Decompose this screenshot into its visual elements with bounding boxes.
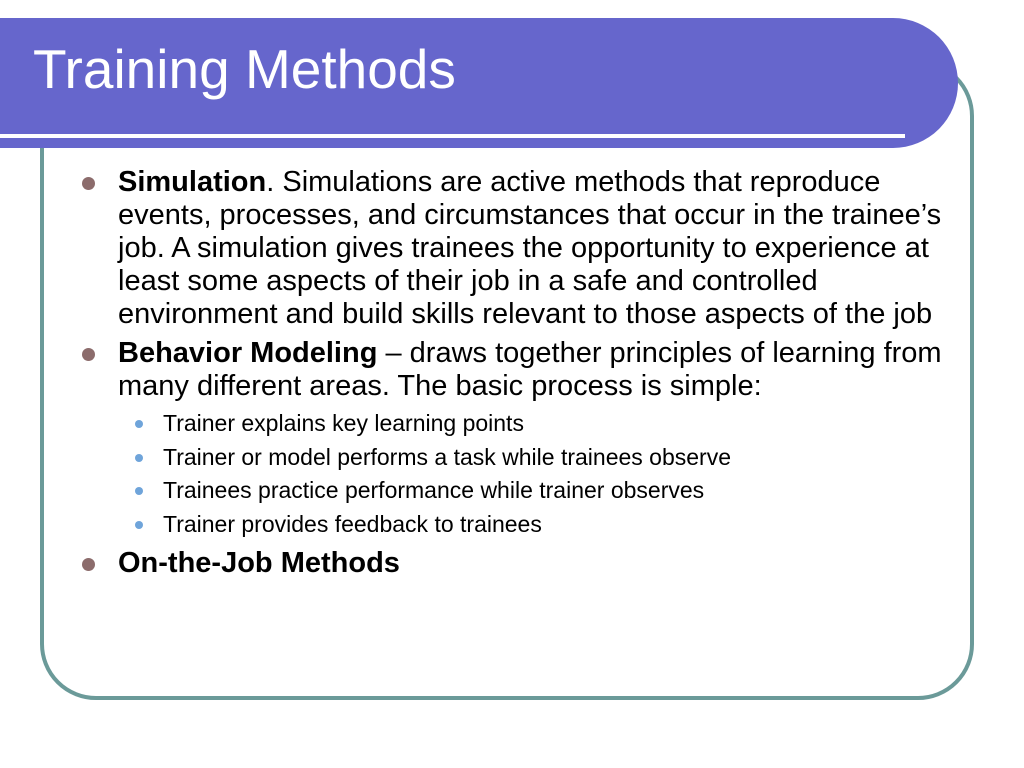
behavior-modeling-steps [80, 407, 955, 541]
slide-title: Training Methods [33, 38, 456, 100]
bullet-dot-icon [82, 558, 95, 571]
bullet-lead: Behavior Modeling [118, 337, 378, 369]
sub-bullet-text: Trainer provides feedback to trainees [163, 510, 542, 537]
bullet-on-the-job-methods [80, 547, 955, 580]
sub-bullet-dot-icon [135, 420, 143, 428]
slide-body [80, 166, 955, 580]
bullet-dot-icon [82, 348, 95, 361]
sub-bullet-dot-icon [135, 487, 143, 495]
sub-bullet-text: Trainer or model performs a task while trainees observe [163, 443, 731, 470]
sub-bullet-dot-icon [135, 454, 143, 462]
sub-bullet [80, 407, 955, 441]
sub-bullet-text: Trainer explains key learning points [163, 410, 524, 436]
sub-bullet-dot-icon [135, 521, 143, 529]
bullet-dot-icon [82, 177, 95, 190]
bullet-text: – draws together principles of learning from many different areas. The basic process is simple: [118, 337, 942, 402]
bullet-lead: Simulation [118, 166, 267, 198]
bullet-behavior-modeling [80, 337, 955, 403]
bullet-text: . Simulations are active methods that reproduce events, processes, and circumstances that occur in the trainee’s job. A simulation gives trainees the opportunity to experience at least some aspects of their job in a safe and controlled environment and build skills relevant to those aspects of the job [118, 166, 942, 330]
bullet-lead: On-the-Job Methods [118, 547, 400, 579]
bullet-simulation [80, 166, 955, 331]
title-underline [0, 134, 905, 138]
sub-bullet [80, 508, 955, 542]
sub-bullet [80, 441, 955, 475]
sub-bullet [80, 474, 955, 508]
sub-bullet-text: Trainees practice performance while trainer observes [163, 477, 705, 503]
